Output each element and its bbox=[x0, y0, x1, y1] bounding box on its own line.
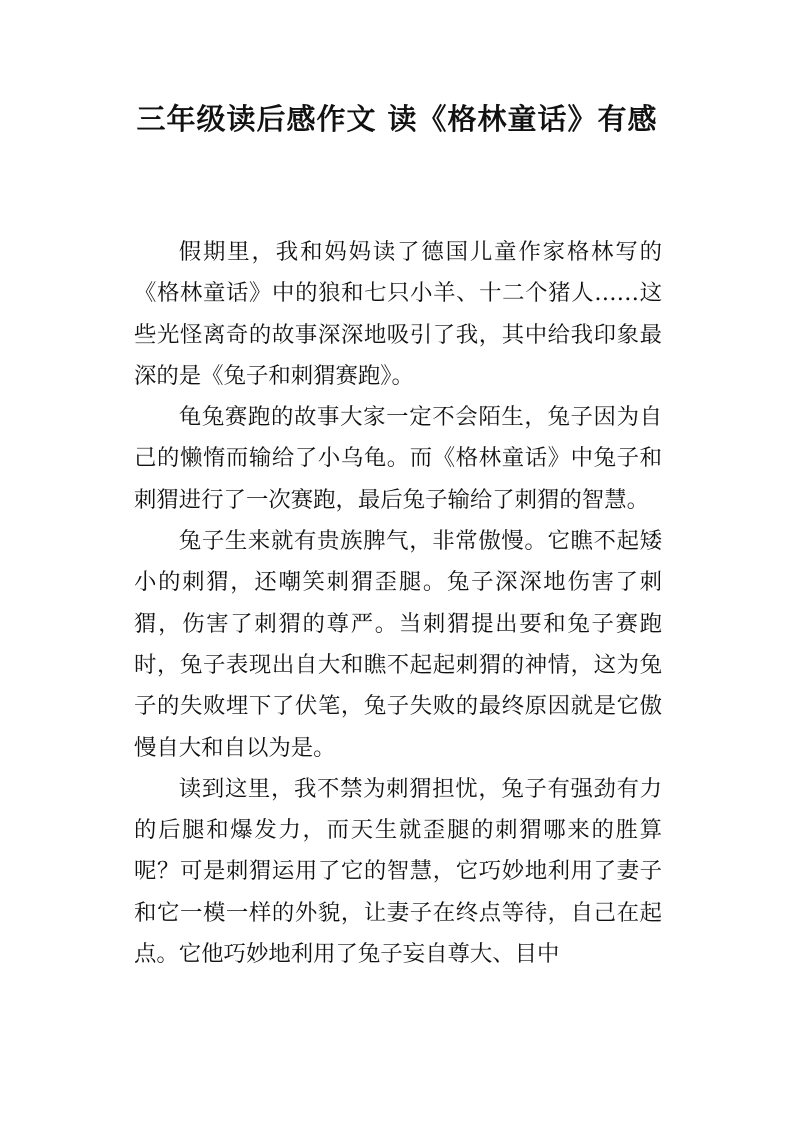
document-title: 三年级读后感作文 读《格林童话》有感 bbox=[136, 102, 658, 136]
document-body bbox=[134, 232, 662, 975]
paragraph: 假期里，我和妈妈读了德国儿童作家格林写的《格林童话》中的狼和七只小羊、十二个猪人……这些光怪离奇的故事深深地吸引了我，其中给我印象最深的是《兔子和刺猬赛跑》。 bbox=[134, 239, 662, 389]
paragraph: 兔子生来就有贵族脾气，非常傲慢。它瞧不起矮小的刺猬，还嘲笑刺猬歪腿。兔子深深地伤害了刺猬，伤害了刺猬的尊严。当刺猬提出要和兔子赛跑时，兔子表现出自大和瞧不起起刺猬的神情，这为兔子的失败埋下了伏笔，兔子失败的最终原因就是它傲慢自大和自以为是。 bbox=[134, 528, 662, 761]
paragraph: 龟兔赛跑的故事大家一定不会陌生，兔子因为自己的懒惰而输给了小乌龟。而《格林童话》中兔子和刺猬进行了一次赛跑，最后兔子输给了刺猬的智慧。 bbox=[134, 404, 662, 513]
paragraph: 读到这里，我不禁为刺猬担忧，兔子有强劲有力的后腿和爆发力，而天生就歪腿的刺猬哪来的胜算呢？可是刺猬运用了它的智慧，它巧妙地利用了妻子和它一模一样的外貌，让妻子在终点等待，自己在起点。它他巧妙地利用了兔子妄自尊大、目中 bbox=[134, 775, 662, 968]
